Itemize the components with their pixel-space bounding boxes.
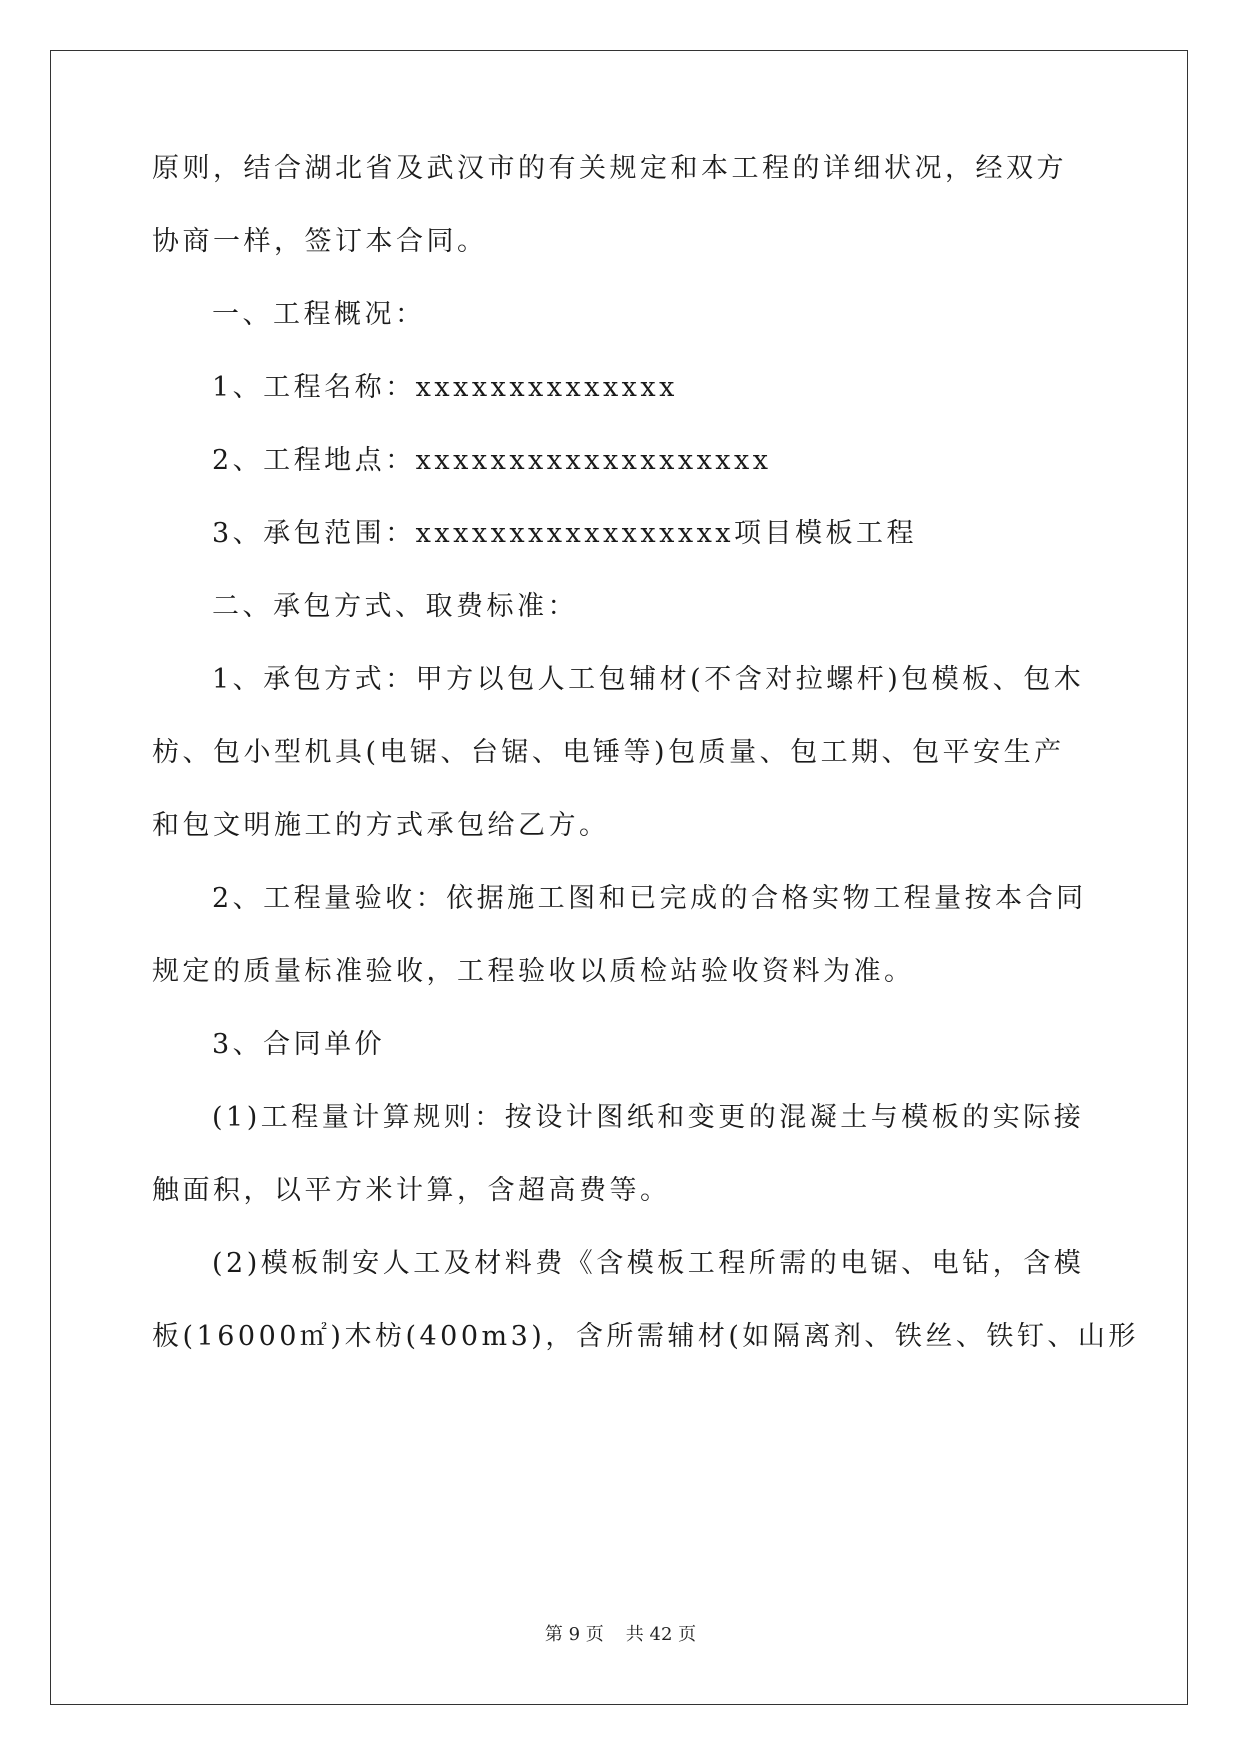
paragraph-line: 2、工程量验收：依据施工图和已完成的合格实物工程量按本合同 xyxy=(212,883,1087,914)
page-number: 第 9 页 xyxy=(544,1624,604,1645)
section-heading: 二、承包方式、取费标准： xyxy=(212,591,578,622)
section-heading: 3、合同单价 xyxy=(212,1029,386,1060)
paragraph-line: 协商一样，签订本合同。 xyxy=(152,226,488,257)
paragraph-line: 原则，结合湖北省及武汉市的有关规定和本工程的详细状况，经双方 xyxy=(152,153,1067,184)
paragraph-line: 规定的质量标准验收，工程验收以质检站验收资料为准。 xyxy=(152,956,915,987)
paragraph-line: (2)模板制安人工及材料费《含模板工程所需的电锯、电钻，含模 xyxy=(212,1248,1085,1279)
paragraph-line: 3、承包范围：xxxxxxxxxxxxxxxxx项目模板工程 xyxy=(212,518,918,549)
paragraph-line: 枋、包小型机具(电锯、台锯、电锤等)包质量、包工期、包平安生产 xyxy=(152,737,1065,768)
paragraph-line: 板(16000㎡)木枋(400m3)，含所需辅材(如隔离剂、铁丝、铁钉、山形 xyxy=(152,1321,1139,1352)
page-footer xyxy=(0,1624,1241,1646)
section-heading: 一、工程概况： xyxy=(212,299,426,330)
paragraph-line: 1、承包方式：甲方以包人工包辅材(不含对拉螺杆)包模板、包木 xyxy=(212,664,1085,695)
page-total: 共 42 页 xyxy=(625,1624,697,1645)
paragraph-line: 2、工程地点：xxxxxxxxxxxxxxxxxxx xyxy=(212,445,772,476)
paragraph-line: 1、工程名称：xxxxxxxxxxxxxx xyxy=(212,372,678,403)
paragraph-line: (1)工程量计算规则：按设计图纸和变更的混凝土与模板的实际接 xyxy=(212,1102,1085,1133)
paragraph-line: 触面积，以平方米计算，含超高费等。 xyxy=(152,1175,671,1206)
paragraph-line: 和包文明施工的方式承包给乙方。 xyxy=(152,810,610,841)
